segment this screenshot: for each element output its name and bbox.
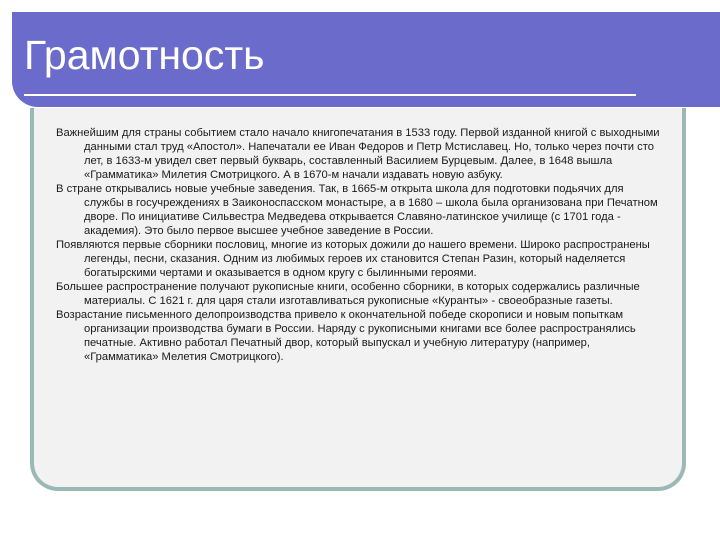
paragraph-schools: В стране открывались новые учебные заведения. Так, в 1665-м открыта школа для подготовки подьячих для службы в госучреждениях в Заиконоспасском монастыре, а в 1680 – школа была организована при Печатном дворе. По инициативе Сильвестра Медведева открывается Славяно-латинское училище (с 1701 года - академия). Это было первое высшее учебное заведение в России. xyxy=(56,183,658,237)
slide-title: Грамотность xyxy=(24,32,265,78)
paragraph-paperwork: Возрастание письменного делопроизводства привело к окончательной победе скорописи и новым попыткам организации производства бумаги в России. Наряду с рукописными книгами все более распространялись печатные. Активно работал Печатный двор, который выпускал и учебную литературу (например, «Грамматика» Мелетия Смотрицкого). xyxy=(56,309,636,363)
paragraph-proverbs: Появляются первые сборники пословиц, многие из которых дожили до нашего времени. Широко распространены легенды, песни, сказания. Одним из любимых героев их становится Степан Разин, который наделяется богатырскими чертами и оказывается в одном кругу с былинными героями. xyxy=(56,239,650,279)
title-underline xyxy=(24,94,636,96)
paragraph-list xyxy=(56,126,662,364)
paragraph-manuscripts: Большее распространение получают рукописные книги, особенно сборники, в которых содержались различные материалы. С 1621 г. для царя стали изготавливаться рукописные «Куранты» - своеобразные газеты. xyxy=(56,281,640,307)
paragraph-printing: Важнейшим для страны событием стало начало книгопечатания в 1533 году. Первой изданной книгой с выходными данными стал труд «Апостол». Напечатали ее Иван Федоров и Петр Мстиславец. Но, только через почти сто лет, в 1633-м увидел свет первый букварь, составленный Василием Бурцевым. Далее, в 1648 вышла «Грамматика» Милетия Смотрицкого. А в 1670-м начали издавать новую азбуку. xyxy=(56,127,660,181)
